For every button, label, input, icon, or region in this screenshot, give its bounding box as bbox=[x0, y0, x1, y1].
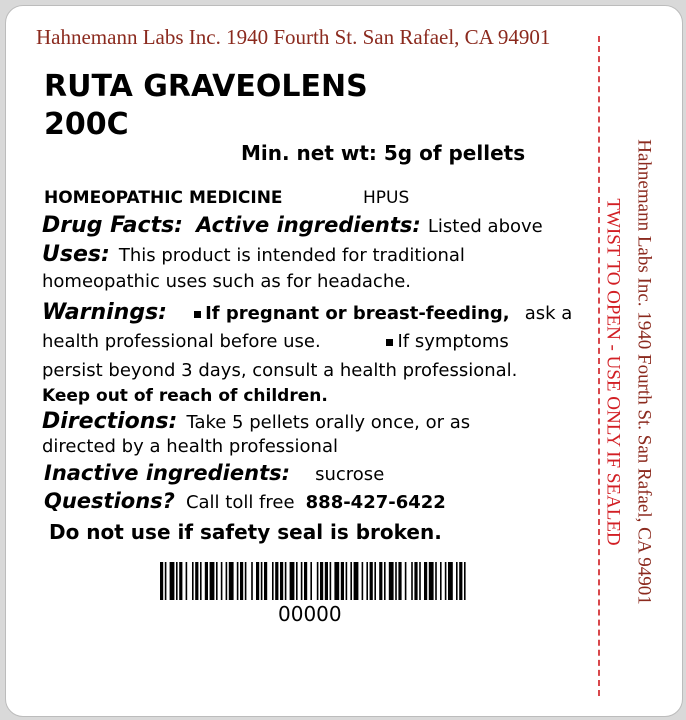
warnings-line2 bbox=[42, 331, 509, 352]
barcode-bar bbox=[275, 562, 278, 600]
product-name-text: RUTA GRAVEOLENS bbox=[44, 69, 368, 104]
barcode-bar bbox=[261, 562, 263, 600]
inactive-row bbox=[44, 461, 384, 485]
directions-line1: Take 5 pellets orally once, or as bbox=[186, 412, 471, 433]
barcode-bar bbox=[301, 562, 303, 600]
barcode-bar bbox=[354, 562, 359, 600]
drug-facts-row bbox=[42, 213, 543, 238]
barcode-bar bbox=[440, 562, 442, 600]
barcode-bar bbox=[285, 562, 287, 600]
warning-symptoms-first: If symptoms bbox=[397, 331, 509, 352]
barcode-bar bbox=[226, 562, 228, 600]
barcode-bar bbox=[379, 562, 382, 600]
barcode-bar bbox=[429, 562, 434, 600]
barcode-bar bbox=[170, 562, 175, 600]
barcode-bar bbox=[334, 562, 339, 600]
barcode-bar bbox=[200, 562, 202, 600]
barcode-bar bbox=[160, 562, 163, 600]
barcode-bar bbox=[325, 562, 328, 600]
barcode-bar bbox=[405, 562, 407, 600]
questions-label: Questions? bbox=[44, 489, 175, 513]
barcode-bar bbox=[256, 562, 259, 600]
barcode-bar bbox=[221, 562, 223, 600]
barcode-bar bbox=[448, 562, 453, 600]
questions-row bbox=[44, 489, 446, 513]
barcode-bar bbox=[296, 562, 298, 600]
barcode-bar bbox=[192, 562, 194, 600]
warning-pregnant-bold: If pregnant or breast-feeding, bbox=[205, 303, 510, 324]
barcode-bar bbox=[264, 562, 267, 600]
barcode-bar bbox=[395, 562, 397, 600]
barcode-bar bbox=[320, 562, 323, 600]
barcode-bar bbox=[419, 562, 421, 600]
barcode-bar bbox=[272, 562, 274, 600]
barcode-bar bbox=[229, 562, 234, 600]
warning-pregnant-line2: health professional before use. bbox=[42, 331, 321, 352]
uses-label: Uses: bbox=[42, 242, 110, 267]
directions-line2: directed by a health professional bbox=[42, 436, 338, 457]
barcode-bar bbox=[398, 562, 401, 600]
barcode-bar bbox=[251, 562, 253, 600]
barcode-bar bbox=[245, 562, 247, 600]
net-weight: Min. net wt: 5g of pellets bbox=[241, 141, 526, 165]
drug-facts-title: Drug Facts: bbox=[42, 213, 183, 238]
barcode-number: 00000 bbox=[278, 602, 342, 626]
product-label bbox=[5, 5, 683, 717]
barcode-bar bbox=[456, 562, 458, 600]
standard-label: HPUS bbox=[363, 188, 410, 208]
inactive-ingredients-label: Inactive ingredients: bbox=[44, 461, 291, 485]
barcode-bar bbox=[435, 562, 437, 600]
side-twist-to-open-text: TWIST TO OPEN - USE ONLY IF SEALED bbox=[603, 198, 624, 546]
active-ingredients-label: Active ingredients: bbox=[196, 213, 421, 237]
barcode-bar bbox=[210, 562, 215, 600]
barcode-bar bbox=[350, 562, 352, 600]
barcode-bar bbox=[366, 562, 368, 600]
barcode-bar bbox=[216, 562, 218, 600]
uses-row bbox=[42, 242, 465, 267]
barcode-bar bbox=[414, 562, 417, 600]
product-potency: 200C bbox=[44, 107, 129, 142]
barcode-bar bbox=[240, 562, 243, 600]
barcode-bar bbox=[165, 562, 167, 600]
barcode-bar bbox=[370, 562, 373, 600]
active-ingredients-value: Listed above bbox=[427, 216, 543, 237]
barcode-bar bbox=[195, 562, 198, 600]
directions-label: Directions: bbox=[42, 409, 178, 434]
barcode bbox=[160, 562, 468, 600]
category-label: HOMEOPATHIC MEDICINE bbox=[44, 188, 283, 208]
barcode-bar bbox=[205, 562, 208, 600]
barcode-bar bbox=[186, 562, 188, 600]
barcode-bar bbox=[290, 562, 295, 600]
barcode-bar bbox=[176, 562, 178, 600]
barcode-bar bbox=[424, 562, 427, 600]
barcode-bar bbox=[374, 562, 376, 600]
side-manufacturer-text: Hahnemann Labs Inc. 1940 Fourth St. San Rafael, CA 94901 bbox=[634, 139, 655, 605]
barcode-bar bbox=[330, 562, 332, 600]
warning-symptoms-line2: persist beyond 3 days, consult a health professional. bbox=[42, 360, 518, 381]
barcode-bar bbox=[384, 562, 386, 600]
phone-number: 888-427-6422 bbox=[305, 492, 446, 513]
bullet-square-icon bbox=[194, 311, 201, 318]
uses-line1: This product is intended for traditional bbox=[118, 245, 465, 266]
barcode-bar bbox=[445, 562, 447, 600]
barcode-bar bbox=[237, 562, 239, 600]
product-name bbox=[44, 68, 368, 144]
bullet-square-icon bbox=[386, 339, 393, 346]
warnings-label: Warnings: bbox=[42, 300, 167, 325]
questions-text: Call toll free bbox=[185, 492, 295, 513]
inactive-ingredients-value: sucrose bbox=[315, 464, 385, 485]
barcode-bar bbox=[304, 562, 307, 600]
seal-dashed-line bbox=[598, 36, 600, 696]
keep-out-warning: Keep out of reach of children. bbox=[42, 386, 328, 406]
directions-row bbox=[42, 409, 470, 434]
barcode-bar bbox=[179, 562, 182, 600]
uses-line2: homeopathic uses such as for headache. bbox=[42, 271, 412, 292]
barcode-bar bbox=[459, 562, 462, 600]
barcode-bar bbox=[317, 562, 319, 600]
warning-pregnant bbox=[194, 303, 510, 324]
barcode-bar bbox=[346, 562, 348, 600]
barcode-bar bbox=[362, 562, 364, 600]
barcode-bar bbox=[341, 562, 344, 600]
seal-warning: Do not use if safety seal is broken. bbox=[49, 520, 442, 544]
barcode-bar bbox=[411, 562, 413, 600]
manufacturer-header: Hahnemann Labs Inc. 1940 Fourth St. San Rafael, CA 94901 bbox=[36, 25, 551, 49]
warnings-row bbox=[42, 300, 572, 325]
barcode-bar bbox=[464, 562, 466, 600]
barcode-bar bbox=[310, 562, 312, 600]
barcode-bar bbox=[389, 562, 394, 600]
barcode-bar bbox=[280, 562, 283, 600]
warning-pregnant-rest: ask a bbox=[524, 303, 573, 324]
